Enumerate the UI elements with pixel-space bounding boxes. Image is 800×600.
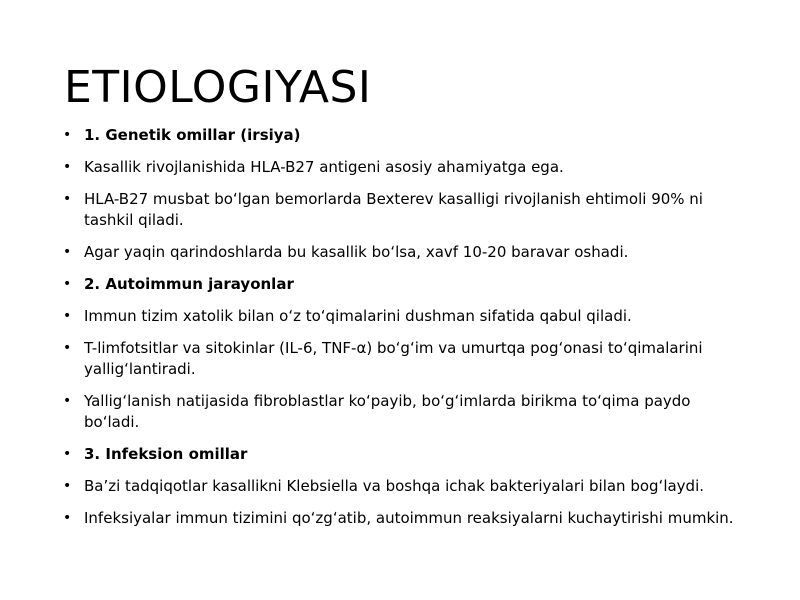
slide-title: ETIOLOGIYASI xyxy=(64,62,372,113)
bullet-icon: • xyxy=(63,510,72,526)
bullet-icon: • xyxy=(63,191,72,207)
bullet-list xyxy=(58,125,748,540)
list-item xyxy=(58,274,748,295)
list-item xyxy=(58,508,748,529)
list-item xyxy=(58,444,748,465)
bullet-text: Infeksiyalar immun tizimini qoʻzgʻatib, autoimmun reaksiyalarni kuchaytirishi mumkin. xyxy=(84,509,734,527)
bullet-text: 3. Infeksion omillar xyxy=(84,445,248,463)
list-item xyxy=(58,242,748,263)
list-item xyxy=(58,189,748,231)
list-item xyxy=(58,391,748,433)
bullet-text: Agar yaqin qarindoshlarda bu kasallik boʻlsa, xavf 10-20 baravar oshadi. xyxy=(84,243,629,261)
list-item xyxy=(58,157,748,178)
list-item xyxy=(58,476,748,497)
bullet-text: 1. Genetik omillar (irsiya) xyxy=(84,126,301,144)
bullet-text: Immun tizim xatolik bilan oʻz toʻqimalarini dushman sifatida qabul qiladi. xyxy=(84,307,632,325)
bullet-text: HLA-B27 musbat boʻlgan bemorlarda Bexterev kasalligi rivojlanish ehtimoli 90% ni tashkil qiladi. xyxy=(84,190,703,229)
list-item xyxy=(58,306,748,327)
bullet-icon: • xyxy=(63,478,72,494)
bullet-text: Kasallik rivojlanishida HLA-B27 antigeni asosiy ahamiyatga ega. xyxy=(84,158,564,176)
bullet-text: 2. Autoimmun jarayonlar xyxy=(84,275,294,293)
bullet-icon: • xyxy=(63,308,72,324)
bullet-icon: • xyxy=(63,340,72,356)
bullet-icon: • xyxy=(63,276,72,292)
list-item xyxy=(58,338,748,380)
bullet-icon: • xyxy=(63,159,72,175)
bullet-icon: • xyxy=(63,127,72,143)
bullet-text: T-limfotsitlar va sitokinlar (IL-6, TNF-α) boʻgʻim va umurtqa pogʻonasi toʻqimalarini yalligʻlantiradi. xyxy=(84,339,703,378)
bullet-text: Yalligʻlanish natijasida fibroblastlar koʻpayib, boʻgʻimlarda birikma toʻqima paydo boʻladi. xyxy=(84,392,691,431)
bullet-icon: • xyxy=(63,446,72,462)
bullet-icon: • xyxy=(63,393,72,409)
bullet-text: Baʼzi tadqiqotlar kasallikni Klebsiella va boshqa ichak bakteriyalari bilan bogʻlaydi. xyxy=(84,477,705,495)
bullet-icon: • xyxy=(63,244,72,260)
list-item xyxy=(58,125,748,146)
